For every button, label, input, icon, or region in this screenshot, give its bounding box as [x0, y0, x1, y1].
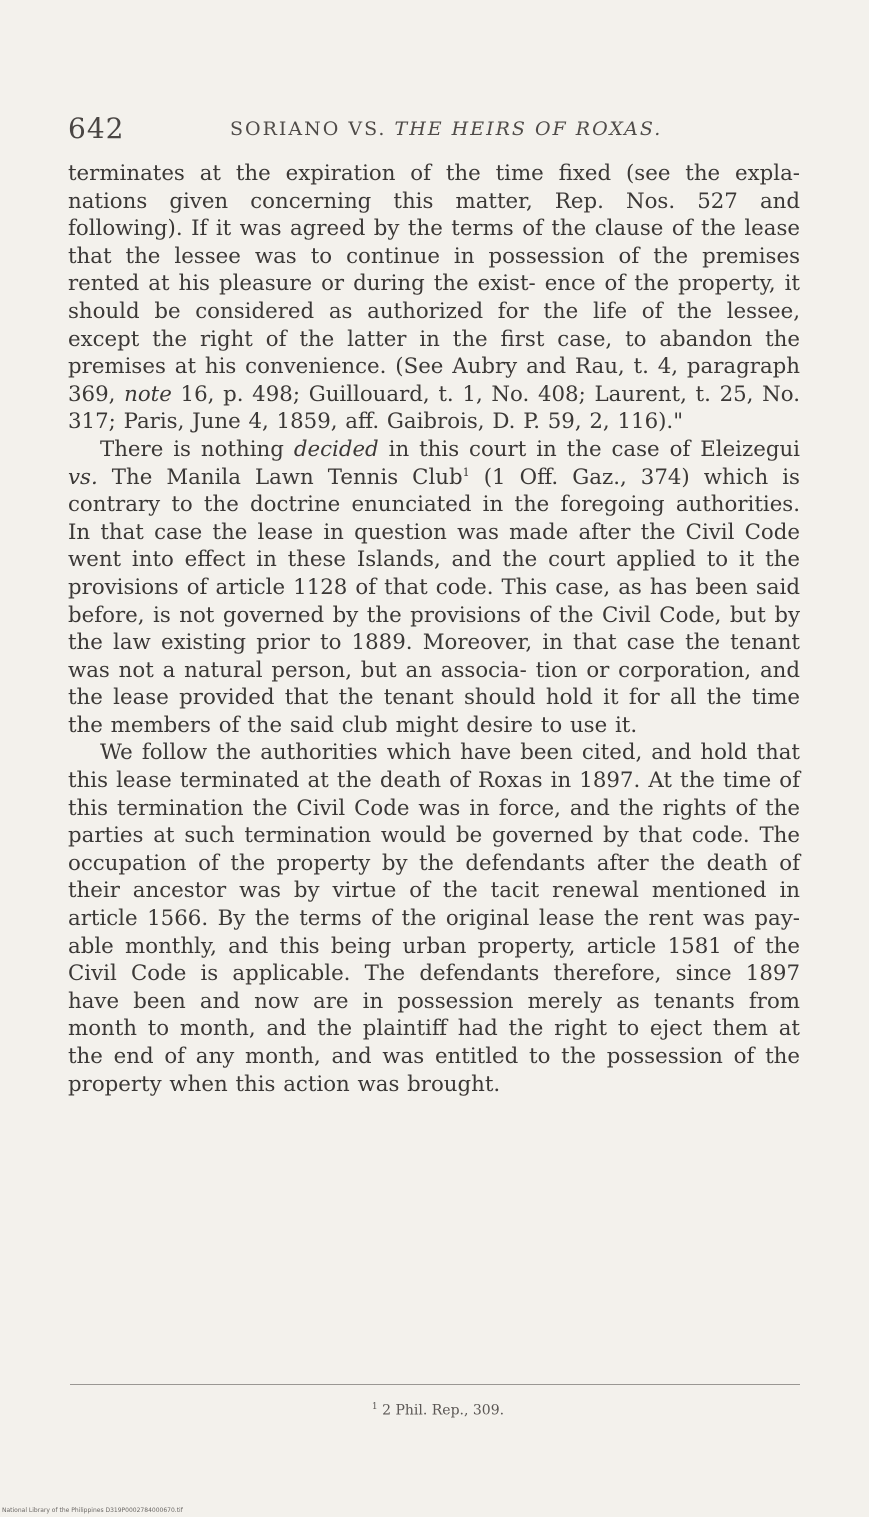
- paragraph-3: We follow the authorities which have been cited, and hold that this lease terminated at the death of Roxas in 1897. At the time of this termination the Civil Code was in force, and the rights of the parties at such termination would be governed by that code. The occupation of the property by the defendants after the death of their ancestor was by virtue of the tacit renewal mentioned in article 1566. By the terms of the original lease the rent was pay- able monthly, and this being urban property, article 1581 of the Civil Code is applicable. The defendants therefore, since 1897 have been and now are in possession merely as tenants from month to month, and the plaintiff had the right to eject them at the end of any month, and was entitled to the possession of the property when this action was brought.: [68, 740, 800, 1097]
- page-number: 642: [68, 112, 125, 145]
- paragraph-2-part-d: (1 Off. Gaz., 374) which is contrary to the doctrine enunciated in the foregoing authorities. In that case the lease in question was made after the Civil Code went into effect in these Islands, and the court applied to it the provisions of article 1128 of that code. This case, as has been said before, is not governed by the provisions of the Civil Code, but by the law existing prior to 1889. Moreover, in that case the tenant was not a natural person, but an associa- tion or corporation, and the lease provided that the tenant should hold it for all the time the members of the said club might desire to use it.: [68, 464, 800, 738]
- scan-credit: National Library of the Philippines D319P0002784000670.tif: [2, 1507, 183, 1514]
- footnote-text: 2 Phil. Rep., 309.: [382, 1402, 505, 1419]
- paragraph-1-part-b: 16, p. 498; Guillouard, t. 1, No. 408; Laurent, t. 25, No. 317; Paris, June 4, 1859, aff. Gaibrois, D. P. 59, 2, 116).": [68, 381, 800, 435]
- footnote-mark: 1: [371, 1402, 378, 1412]
- paragraph-2-part-c: The Manila Lawn Tennis Club: [97, 464, 463, 490]
- page-header: [68, 112, 808, 152]
- footnote: [68, 1402, 808, 1419]
- running-head-rest: THE HEIRS OF ROXAS.: [394, 118, 663, 140]
- paragraph-1: [68, 160, 800, 436]
- footnote-marker: 1: [462, 465, 470, 479]
- paragraph-2: [68, 436, 800, 740]
- footnote-divider: [70, 1384, 800, 1385]
- paragraph-1-note: note: [124, 381, 172, 407]
- running-head: [230, 118, 662, 140]
- body-text: [68, 160, 800, 1098]
- paragraph-2-vs: vs.: [68, 464, 98, 490]
- running-head-main: SORIANO VS.: [230, 118, 387, 140]
- paragraph-2-part-b: in this court in the case of Eleizegui: [378, 436, 800, 462]
- paragraph-2-part-a: There is nothing: [100, 436, 294, 462]
- paragraph-2-decided: decided: [293, 436, 379, 462]
- paragraph-1-part-a: terminates at the expiration of the time fixed (see the expla- nations given concerning this matter, Rep. Nos. 527 and following). If it was agreed by the terms of the clause of the lease that the lessee was to continue in possession of the premises rented at his pleasure or during the exist- ence of the property, it should be considered as authorized for the life of the lessee, except the right of the latter in the first case, to abandon the premises at his convenience. (See Aubry and Rau, t. 4, paragraph 369,: [68, 161, 800, 407]
